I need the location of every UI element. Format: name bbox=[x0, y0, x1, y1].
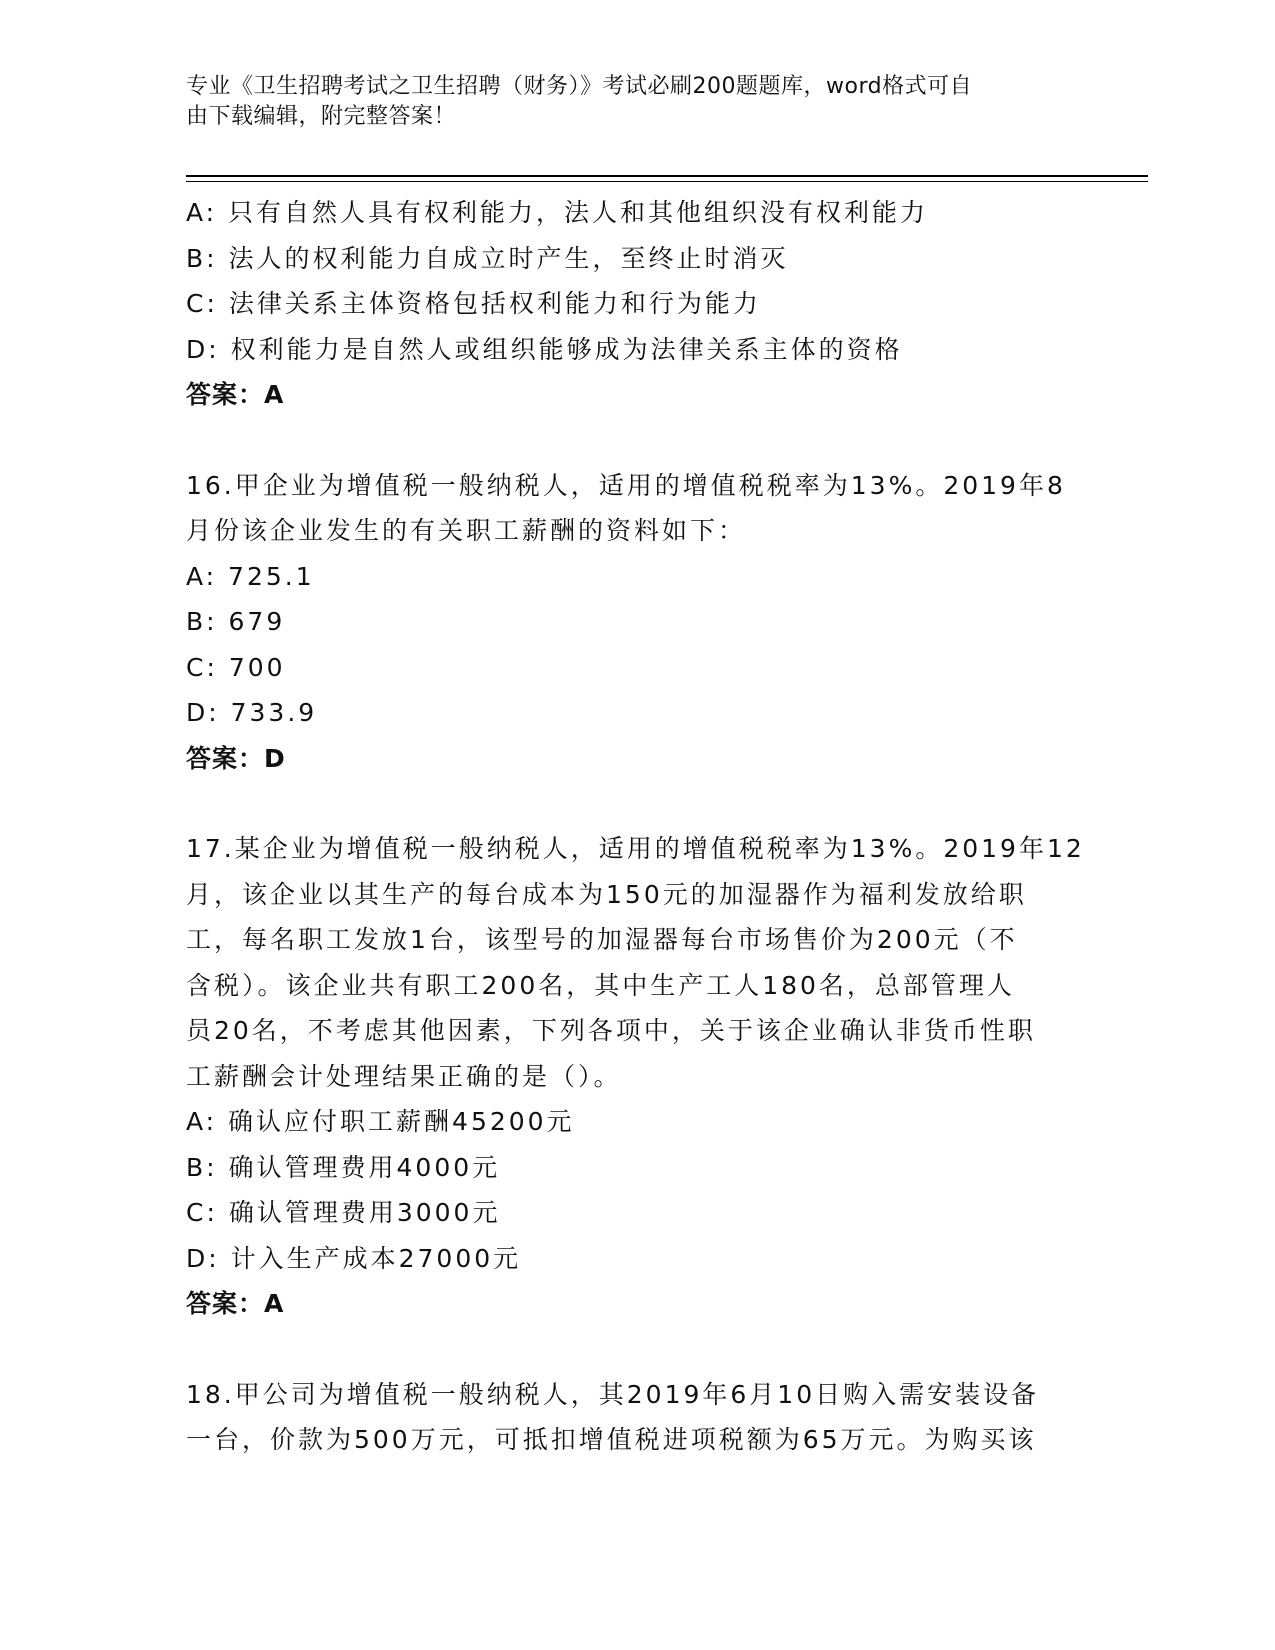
question-17 bbox=[186, 826, 1086, 1327]
option-b: B: 679 bbox=[186, 607, 286, 636]
question-stem-line: 16.甲企业为增值税一般纳税人，适用的增值税税率为13%。2019年8 bbox=[186, 470, 1066, 500]
header-line-2: 由下载编辑，附完整答案！ bbox=[186, 104, 457, 129]
option-d: D: 733.9 bbox=[186, 698, 318, 727]
answer: 答案：D bbox=[186, 743, 286, 773]
option-c: C: 法律关系主体资格包括权利能力和行为能力 bbox=[186, 289, 761, 318]
option-c: C: 确认管理费用3000元 bbox=[186, 1198, 501, 1227]
option-a: A: 确认应付职工薪酬45200元 bbox=[186, 1107, 575, 1136]
answer: 答案：A bbox=[186, 380, 285, 409]
question-16 bbox=[186, 463, 1086, 782]
question-stem-line: 17.某企业为增值税一般纳税人，适用的增值税税率为13%。2019年12 bbox=[186, 834, 1085, 863]
question-body bbox=[186, 190, 1086, 1463]
document-header bbox=[186, 72, 1066, 132]
question-stem-line: 月份该企业发生的有关职工薪酬的资料如下： bbox=[186, 516, 747, 545]
question-18 bbox=[186, 1372, 1086, 1463]
answer: 答案：A bbox=[186, 1289, 285, 1318]
question-stem-line: 含税）。该企业共有职工200名，其中生产工人180名，总部管理人 bbox=[186, 970, 1015, 1000]
option-a: A: 只有自然人具有权利能力，法人和其他组织没有权利能力 bbox=[186, 198, 929, 227]
option-d: D: 计入生产成本27000元 bbox=[186, 1243, 522, 1273]
question-stem-line: 工，每名职工发放1台，该型号的加湿器每台市场售价为200元（不 bbox=[186, 925, 1018, 954]
option-b: B: 确认管理费用4000元 bbox=[186, 1152, 501, 1182]
header-divider-thin bbox=[186, 181, 1148, 182]
question-stem-line: 18.甲公司为增值税一般纳税人，其2019年6月10日购入需安装设备 bbox=[186, 1379, 1040, 1409]
question-15 bbox=[186, 190, 1086, 418]
header-line-1: 专业《卫生招聘考试之卫生招聘（财务）》考试必刷200题题库，word格式可自 bbox=[186, 74, 973, 99]
question-stem-line: 员20名，不考虑其他因素，下列各项中，关于该企业确认非货币性职 bbox=[186, 1016, 1036, 1045]
option-c: C: 700 bbox=[186, 652, 286, 682]
question-stem-line: 工薪酬会计处理结果正确的是（）。 bbox=[186, 1061, 622, 1091]
option-a: A: 725.1 bbox=[186, 561, 315, 591]
question-stem-line: 一台，价款为500万元，可抵扣增值税进项税额为65万元。为购买该 bbox=[186, 1425, 1037, 1454]
option-b: B: 法人的权利能力自成立时产生，至终止时消灭 bbox=[186, 243, 789, 273]
header-divider-thick bbox=[186, 175, 1148, 177]
option-d: D: 权利能力是自然人或组织能够成为法律关系主体的资格 bbox=[186, 334, 903, 364]
question-stem-line: 月，该企业以其生产的每台成本为150元的加湿器作为福利发放给职 bbox=[186, 879, 1027, 909]
